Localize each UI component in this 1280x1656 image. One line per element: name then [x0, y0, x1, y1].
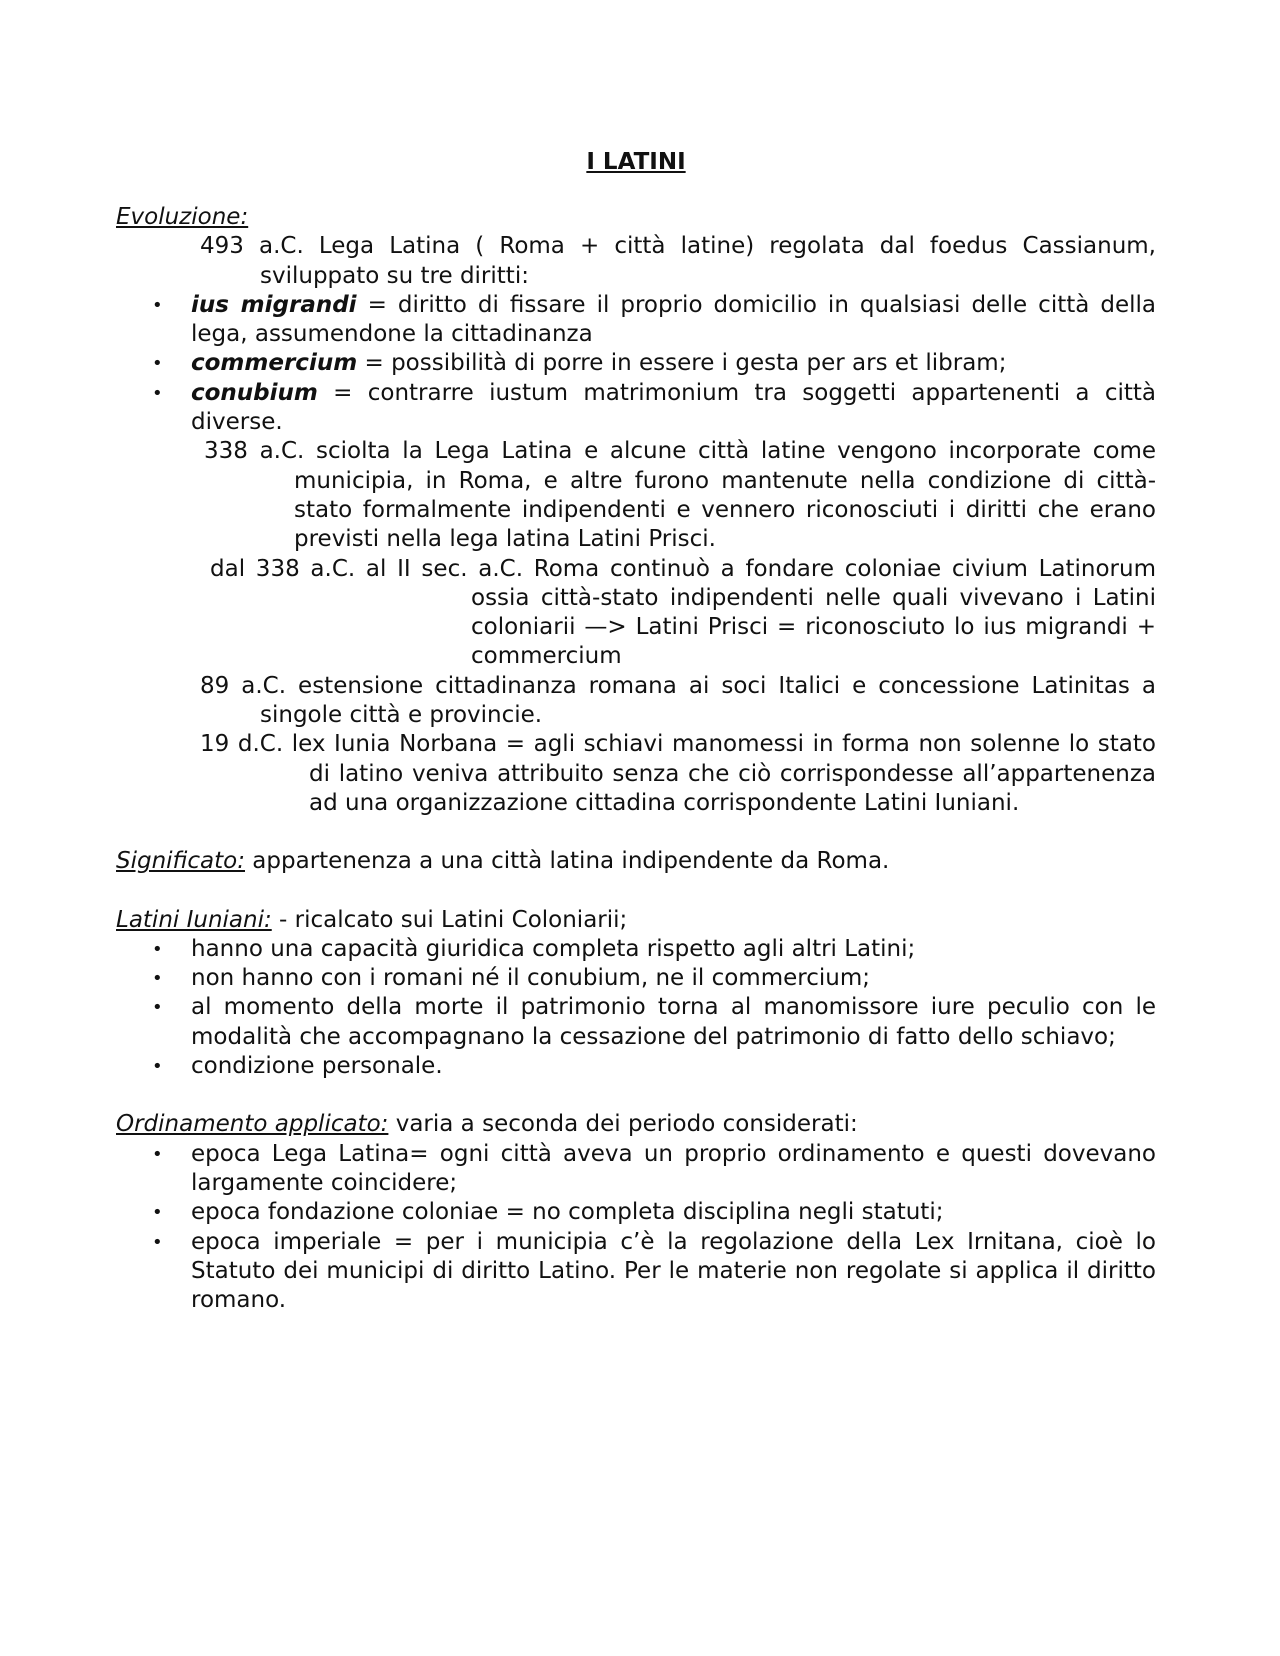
bullet-icon: •: [152, 353, 163, 375]
list-item: [116, 935, 1156, 964]
section-significato: [116, 847, 1156, 876]
bullet-icon: •: [152, 997, 163, 1019]
list-item: [116, 964, 1156, 993]
document-body: [116, 203, 1156, 1315]
section-heading-iuniani: Latini Iuniani:: [116, 906, 272, 933]
section-evoluzione: [116, 203, 1156, 232]
bullet-icon: •: [152, 1143, 163, 1165]
list-item: [116, 1140, 1156, 1199]
list-item: [116, 1052, 1156, 1081]
list-item-text: epoca fondazione coloniae = no completa disciplina negli statuti;: [191, 1199, 944, 1226]
list-item-text: al momento della morte il patrimonio torna al manomissore iure peculio con le modalità che accompagnano la cessazione del patrimonio di fatto dello schiavo;: [191, 994, 1156, 1050]
bullet-icon: •: [152, 938, 163, 960]
significato-text: appartenenza a una città latina indipendente da Roma.: [245, 848, 890, 875]
list-item-text: hanno una capacità giuridica completa rispetto agli altri Latini;: [191, 935, 916, 962]
spacer: [116, 818, 1156, 847]
bullet-icon: •: [152, 968, 163, 990]
list-item-text: non hanno con i romani né il conubium, ne il commercium;: [191, 965, 870, 992]
evoluzione-intro: 493 a.C. Lega Latina ( Roma + città latine) regolata dal foedus Cassianum, sviluppato su tre diritti:: [200, 233, 1156, 289]
bullet-icon: •: [152, 1056, 163, 1078]
iuniani-text: - ricalcato sui Latini Coloniarii;: [271, 906, 628, 933]
list-item: [116, 1228, 1156, 1316]
list-item-text: condizione personale.: [191, 1053, 443, 1080]
list-item: [116, 1198, 1156, 1227]
section-ordinamento: [116, 1110, 1156, 1139]
list-item-commercium: [116, 349, 1156, 378]
event-dal-338: dal 338 a.C. al II sec. a.C. Roma continuò a fondare coloniae civium Latinorum ossia città-stato indipendenti nelle quali vivevano i Latini coloniarii —> Latini Prisci = riconosciuto lo ius migrandi + commercium: [210, 555, 1156, 670]
section-heading-ordinamento: Ordinamento applicato:: [116, 1111, 389, 1138]
term-definition: = diritto di fissare il proprio domicilio in qualsiasi delle città della lega, assumendone la cittadinanza: [191, 291, 1156, 348]
term-commercium: commercium: [191, 350, 358, 377]
section-iuniani: [116, 906, 1156, 935]
list-item: [116, 993, 1156, 1052]
term-definition: = possibilità di porre in essere i gesta per ars et libram;: [357, 350, 1007, 377]
event-89: 89 a.C. estensione cittadinanza romana ai soci Italici e concessione Latinitas a singole città e provincie.: [200, 672, 1156, 729]
ordinamento-text: varia a seconda dei periodo considerati:: [388, 1111, 858, 1138]
bullet-icon: •: [152, 294, 163, 316]
term-ius-migrandi: ius migrandi: [191, 291, 357, 318]
list-item-text: epoca imperiale = per i municipia c’è la regolazione della Lex Irnitana, cioè lo Statuto dei municipi di diritto Latino. Per le materie non regolate si applica il diritto romano.: [191, 1228, 1156, 1314]
section-heading-significato: Significato:: [116, 848, 245, 875]
term-definition: = contrarre iustum matrimonium tra soggetti appartenenti a città diverse.: [191, 379, 1156, 436]
spacer: [116, 877, 1156, 906]
event-338: 338 a.C. sciolta la Lega Latina e alcune città latine vengono incorporate come municipia, in Roma, e altre furono mantenute nella condizione di città-stato formalmente indipendenti e vennero riconosciuti i diritti che erano previsti nella lega latina Latini Prisci.: [204, 438, 1156, 553]
term-conubium: conubium: [191, 379, 318, 406]
event-19: 19 d.C. lex Iunia Norbana = agli schiavi manomessi in forma non solenne lo stato di latino veniva attribuito senza che ciò corrispondesse all’appartenenza ad una organizzazione cittadina corrispondente Latini Iuniani.: [200, 731, 1156, 816]
page-title: I LATINI: [586, 149, 686, 175]
list-item-text: epoca Lega Latina= ogni città aveva un proprio ordinamento e questi dovevano largamente coincidere;: [191, 1140, 1156, 1196]
spacer: [116, 1081, 1156, 1110]
list-item-ius-migrandi: [116, 291, 1156, 350]
list-item-conubium: [116, 379, 1156, 438]
bullet-icon: •: [152, 1202, 163, 1224]
bullet-icon: •: [152, 382, 163, 404]
section-heading-evoluzione: Evoluzione:: [116, 204, 249, 230]
bullet-icon: •: [152, 1231, 163, 1253]
